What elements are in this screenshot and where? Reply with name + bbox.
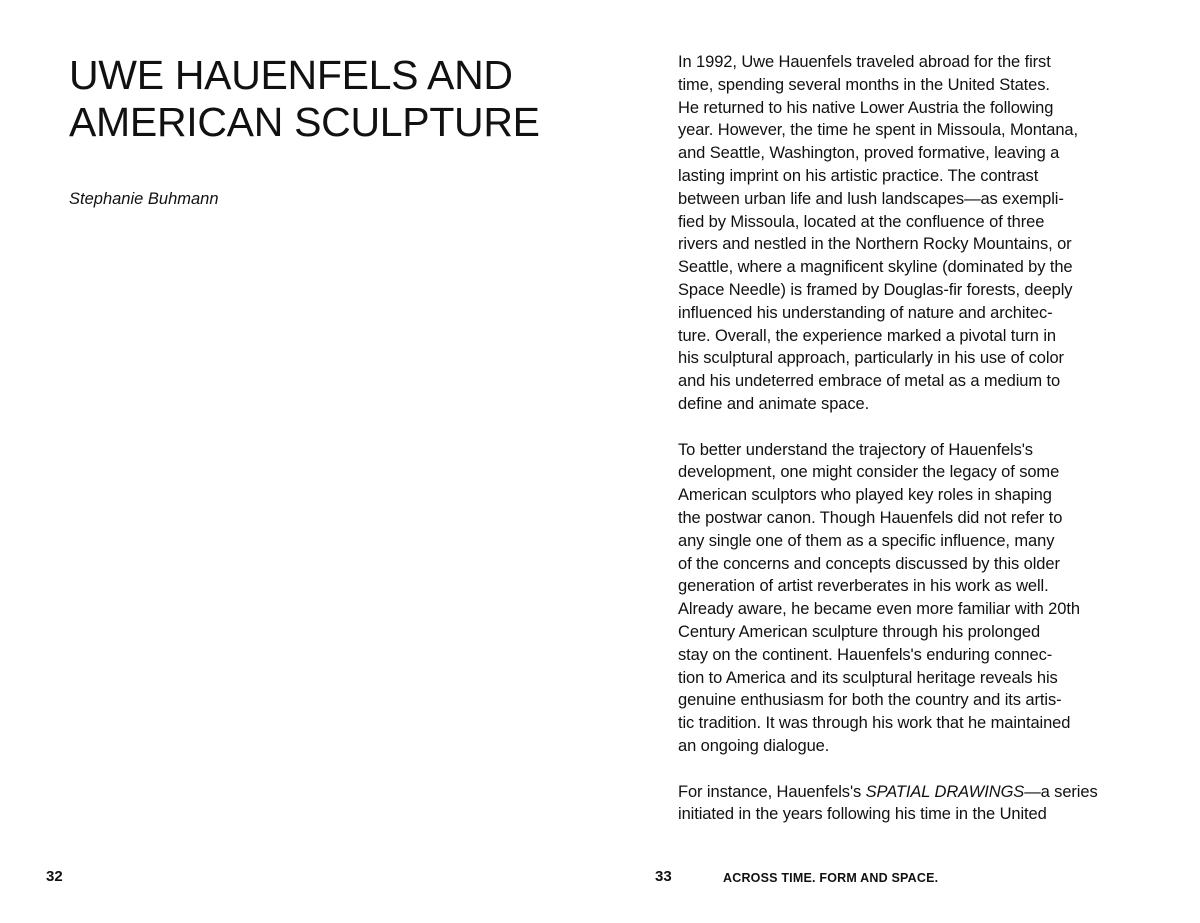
text-line: generation of artist reverberates in his work as well. <box>678 577 1049 596</box>
text-line: American sculptors who played key roles in shaping <box>678 486 1052 505</box>
text-line: between urban life and lush landscapes—as exempli- <box>678 189 1064 208</box>
text-line: tic tradition. It was through his work that he maintained <box>678 714 1071 733</box>
text-line: lasting imprint on his artistic practice. The contrast <box>678 166 1039 185</box>
text-line: initiated in the years following his time in the United <box>678 805 1047 824</box>
text-line: and Seattle, Washington, proved formative, leaving a <box>678 144 1060 163</box>
paragraph-1 <box>678 51 1148 416</box>
article-title-line: AMERICAN SCULPTURE <box>69 99 540 145</box>
text-line: He returned to his native Lower Austria the following <box>678 98 1054 117</box>
text-line: and his undeterred embrace of metal as a medium to <box>678 372 1061 391</box>
text-line: rivers and nestled in the Northern Rocky Mountains, or <box>678 235 1072 254</box>
right-page <box>600 0 1200 923</box>
text-line: Space Needle) is framed by Douglas-fir forests, deeply <box>678 280 1073 299</box>
page-number-left: 32 <box>46 868 63 885</box>
text-line: To better understand the trajectory of Hauenfels's <box>678 440 1033 459</box>
paragraph-3 <box>678 781 1148 827</box>
text-segment: —a series <box>1024 782 1098 801</box>
text-line: In 1992, Uwe Hauenfels traveled abroad for the first <box>678 53 1051 71</box>
text-line: genuine enthusiasm for both the country and its artis- <box>678 691 1062 710</box>
text-line: stay on the continent. Hauenfels's enduring connec- <box>678 645 1053 664</box>
article-title-line: UWE HAUENFELS AND <box>69 52 513 98</box>
text-line: any single one of them as a specific influence, many <box>678 531 1055 550</box>
running-head: ACROSS TIME. FORM AND SPACE. <box>723 871 939 885</box>
text-line: fied by Missoula, located at the confluence of three <box>678 212 1045 231</box>
text-line: the postwar canon. Though Hauenfels did not refer to <box>678 508 1063 527</box>
text-line: Century American sculpture through his prolonged <box>678 622 1041 641</box>
text-segment: For instance, Hauenfels's <box>678 782 866 801</box>
text-line: time, spending several months in the United States. <box>678 75 1050 94</box>
text-line: define and animate space. <box>678 394 870 413</box>
text-line: an ongoing dialogue. <box>678 736 830 755</box>
text-line: tion to America and its sculptural heritage reveals his <box>678 668 1058 687</box>
text-line: development, one might consider the legacy of some <box>678 463 1060 482</box>
text-line: Seattle, where a magnificent skyline (dominated by the <box>678 258 1073 277</box>
author-byline: Stephanie Buhmann <box>69 190 219 208</box>
article-title <box>69 52 540 146</box>
text-line: influenced his understanding of nature and architec- <box>678 303 1053 322</box>
paragraph-2 <box>678 439 1148 758</box>
text-line: ture. Overall, the experience marked a pivotal turn in <box>678 326 1056 345</box>
text-line: Already aware, he became even more familiar with 20th <box>678 600 1080 619</box>
page-number-right: 33 <box>655 868 672 885</box>
text-line: his sculptural approach, particularly in his use of color <box>678 349 1064 368</box>
series-title-italic: SPATIAL DRAWINGS <box>865 782 1025 801</box>
body-text <box>678 51 1148 826</box>
text-line: year. However, the time he spent in Missoula, Montana, <box>678 121 1078 140</box>
text-line: of the concerns and concepts discussed by this older <box>678 554 1060 573</box>
text-line <box>678 781 1148 804</box>
